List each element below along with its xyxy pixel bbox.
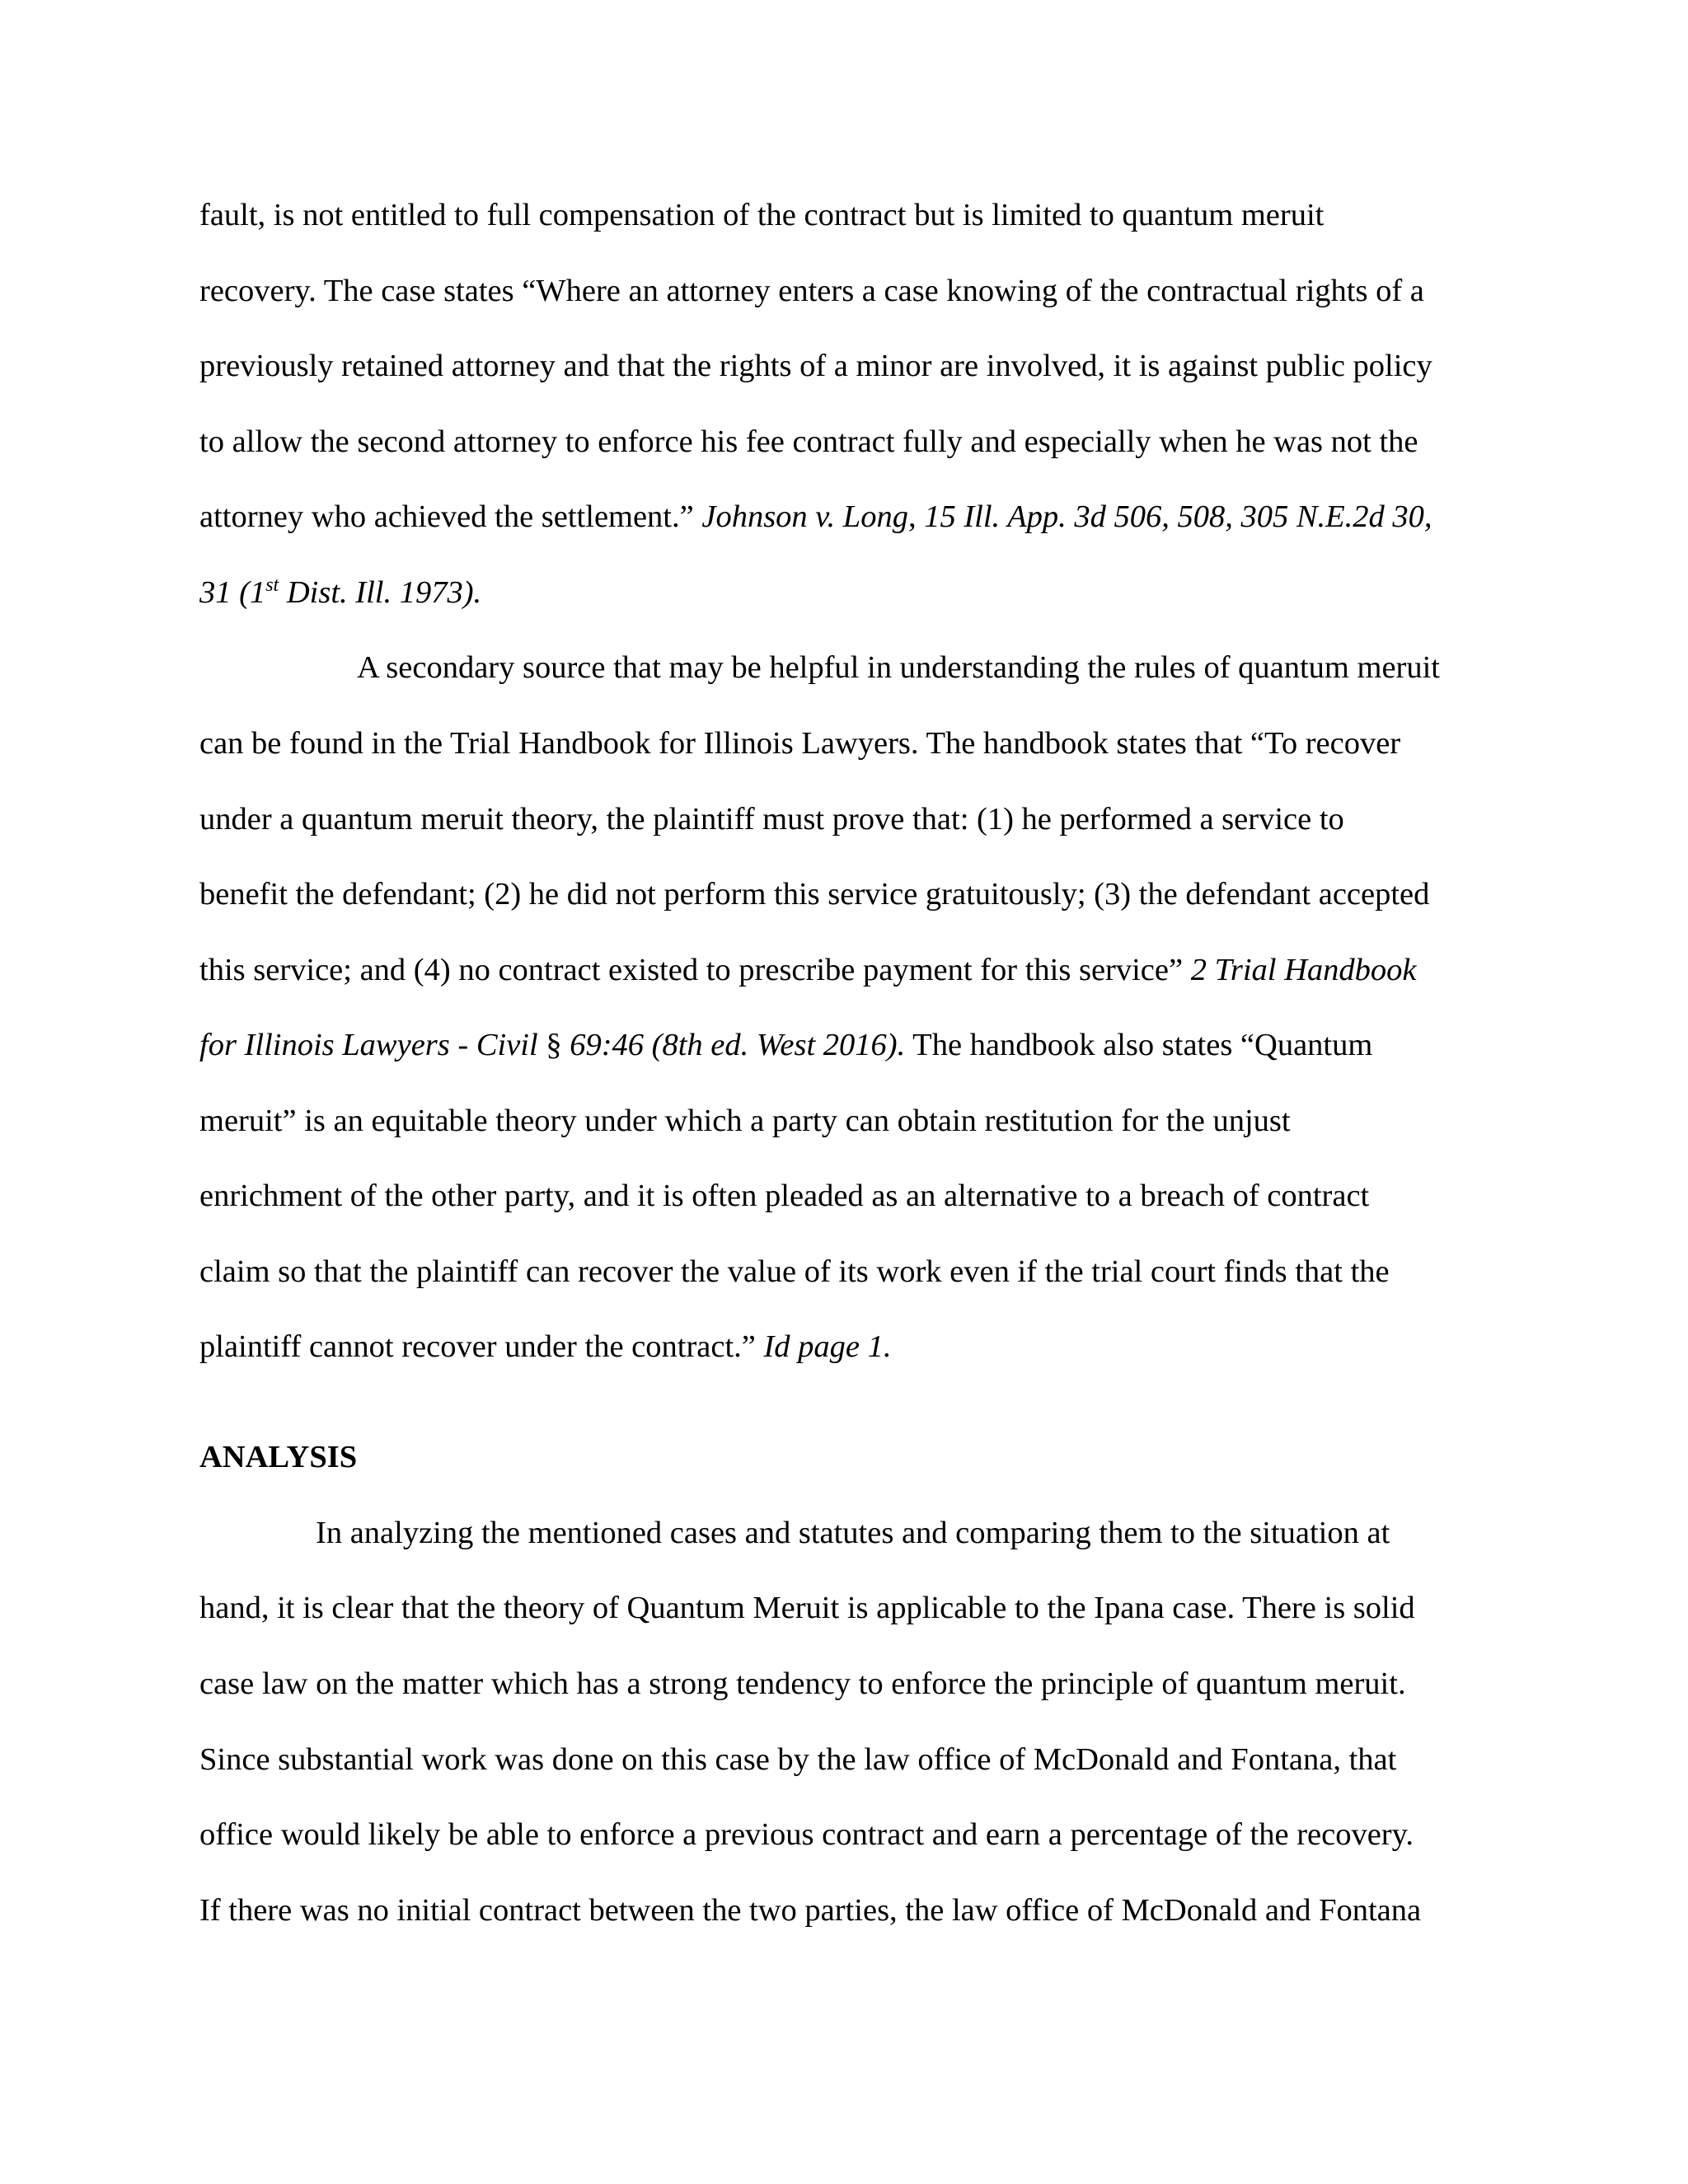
text-segment: enrichment of the other party, and it is often pleaded as an alternative to a breach of contract [199, 1179, 1370, 1213]
paragraph-line [199, 573, 481, 612]
paragraph-line [199, 497, 1432, 537]
text-segment: Since substantial work was done on this case by the law office of McDonald and Fontana, that [199, 1742, 1397, 1777]
paragraph-line [199, 1176, 1369, 1216]
text-segment: A secondary source that may be helpful in understanding the rules of quantum meruit [357, 650, 1441, 685]
handbook-citation: for Illinois Lawyers - Civil [199, 1028, 538, 1062]
paragraph-line [199, 724, 1400, 763]
paragraph-line [199, 874, 1429, 914]
text-segment: , [907, 499, 925, 534]
text-segment: under a quantum meruit theory, the plaintiff must prove that: (1) he performed a service to [199, 802, 1344, 837]
paragraph-line [357, 648, 1440, 687]
paragraph-line [199, 1740, 1396, 1779]
citation-text: Dist. Ill. 1973). [279, 575, 482, 610]
text-segment: plaintiff cannot recover under the contract.” [199, 1329, 764, 1364]
case-name-citation: Johnson v. Long [701, 499, 908, 534]
paragraph-line [199, 1815, 1414, 1854]
text-segment: case law on the matter which has a strong tendency to enforce the principle of quantum meruit. [199, 1666, 1406, 1701]
paragraph-line [199, 195, 1324, 235]
paragraph-line [199, 422, 1418, 462]
paragraph-line [199, 1891, 1421, 1930]
handbook-citation: 2 Trial Handbook [1190, 953, 1417, 987]
paragraph-line [199, 271, 1424, 311]
paragraph-line [199, 1327, 892, 1366]
section-heading: ANALYSIS [199, 1440, 358, 1474]
citation-text: 31 (1 [199, 575, 266, 610]
reporter-citation: 15 Ill. App. 3d 506, 508, 305 N.E.2d 30, [924, 499, 1432, 534]
ordinal-superscript: st [265, 574, 279, 596]
text-segment: meruit” is an equitable theory under which a party can obtain restitution for the unjust [199, 1104, 1291, 1138]
text-segment: claim so that the plaintiff can recover the value of its work even if the trial court finds that the [199, 1254, 1390, 1289]
paragraph-line [199, 1252, 1390, 1291]
text-segment: can be found in the Trial Handbook for Illinois Lawyers. The handbook states that “To recover [199, 726, 1401, 761]
text-segment: The handbook also states “Quantum [905, 1028, 1373, 1062]
text-segment: benefit the defendant; (2) he did not perform this service gratuitously; (3) the defendant accepted [199, 877, 1430, 912]
text-segment: recovery. The case states “Where an attorney enters a case knowing of the contractual rights of a [199, 274, 1424, 308]
paragraph-line [199, 1588, 1415, 1628]
text-segment: fault, is not entitled to full compensation of the contract but is limited to quantum meruit [199, 198, 1325, 232]
text-segment: previously retained attorney and that the rights of a minor are involved, it is against public policy [199, 349, 1432, 383]
paragraph-line [199, 799, 1344, 839]
paragraph-line [199, 950, 1417, 990]
text-segment: to allow the second attorney to enforce his fee contract fully and especially when he was not the [199, 424, 1418, 459]
paragraph-line [316, 1513, 1390, 1553]
text-segment: hand, it is clear that the theory of Quantum Meruit is applicable to the Ipana case. There is solid [199, 1591, 1415, 1625]
text-segment: office would likely be able to enforce a previous contract and earn a percentage of the recovery. [199, 1817, 1414, 1852]
paragraph-line [199, 1101, 1291, 1141]
paragraph-line [199, 1664, 1406, 1704]
text-segment: If there was no initial contract between the two parties, the law office of McDonald and Fontana [199, 1893, 1422, 1928]
handbook-citation: 69:46 (8th ed. West 2016). [570, 1028, 906, 1062]
id-citation: Id page 1. [763, 1329, 892, 1364]
text-segment: In analyzing the mentioned cases and statutes and comparing them to the situation at [316, 1516, 1390, 1550]
text-segment: this service; and (4) no contract existed to prescribe payment for this service” [199, 953, 1191, 987]
section-symbol: § [537, 1028, 570, 1062]
paragraph-line [199, 1025, 1372, 1065]
text-segment: attorney who achieved the settlement.” [199, 499, 702, 534]
paragraph-line [199, 346, 1432, 386]
